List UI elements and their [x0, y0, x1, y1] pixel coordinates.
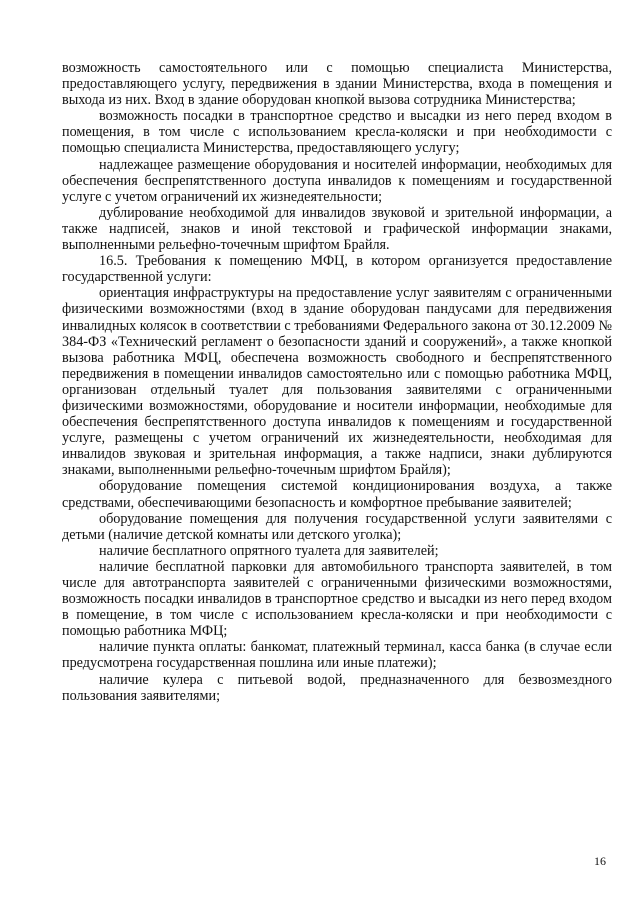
- paragraph-equipment-placement: надлежащее размещение оборудования и носителей информации, необходимых для обеспечения беспрепятственного доступа инвалидов к помещениям и государственной услуге с учетом ограничений их жизнедеятельности;: [62, 156, 612, 205]
- paragraph-infrastructure-orientation: ориентация инфраструктуры на предоставление услуг заявителям с ограниченными физическими возможностями (вход в здание оборудован пандусами для передвижения инвалидных колясок в соответствии с требованиями Федерального закона от 30.12.2009 № 384-ФЗ «Технический регламент о безопасности зданий и сооружений», а также кнопкой вызова работника МФЦ, обеспечена возможность свободного и беспрепятственного передвижения в помещении инвалидов самостоятельно или с помощью работника МФЦ, организован отдельный туалет для пользования заявителями с ограниченными физическими возможностями, оборудование и носители информации, необходимые для обеспечения беспрепятственного доступа инвалидов к помещениям и государственной услуге, размещены с учетом ограничений их жизнедеятельности, необходимая для инвалидов звуковая и зрительная информация, а также надписи, знаки дублируются знаками, выполненными рельефно-точечным шрифтом Брайля);: [62, 285, 612, 479]
- page-number: 16: [594, 854, 606, 868]
- paragraph-vehicle-boarding: возможность посадки в транспортное средство и высадки из него перед входом в помещения, в том числе с использованием кресла-коляски и при необходимости с помощью специалиста Министерства, предоставляющего услугу;: [62, 108, 612, 157]
- paragraph-payment-point: наличие пункта оплаты: банкомат, платежный терминал, касса банка (в случае если предусмотрена государственная пошлина или иные платежи);: [62, 639, 612, 672]
- document-body: [62, 60, 612, 704]
- paragraph-parking: наличие бесплатной парковки для автомобильного транспорта заявителей, в том числе для автотранспорта заявителей с ограниченными физическими возможностями, возможность посадки инвалидов в транспортное средство и высадки из него перед входом в помещение, в том числе с использованием кресла-коляски и при необходимости с помощью работника МФЦ;: [62, 558, 612, 640]
- paragraph-mfc-requirements-heading: 16.5. Требования к помещению МФЦ, в котором организуется предоставление государственной услуги:: [62, 253, 612, 286]
- paragraph-air-conditioning: оборудование помещения системой кондиционирования воздуха, а также средствами, обеспечивающими безопасность и комфортное пребывание заявителей;: [62, 478, 612, 511]
- paragraph-building-access: возможность самостоятельного или с помощью специалиста Министерства, предоставляющего услугу, передвижения в здании Министерства, входа в помещения и выхода из них. Вход в здание оборудован кнопкой вызова сотрудника Министерства;: [62, 60, 612, 109]
- paragraph-toilet: наличие бесплатного опрятного туалета для заявителей;: [99, 542, 439, 559]
- paragraph-braille-duplication: дублирование необходимой для инвалидов звуковой и зрительной информации, а также надписей, знаков и иной текстовой и графической информации знаками, выполненными рельефно-точечным шрифтом Брайля.: [62, 204, 612, 254]
- paragraph-children-room: оборудование помещения для получения государственной услуги заявителями с детьми (наличие детской комнаты или детского уголка);: [62, 510, 612, 543]
- paragraph-water-cooler: наличие кулера с питьевой водой, предназначенного для безвозмездного пользования заявителями;: [62, 671, 612, 704]
